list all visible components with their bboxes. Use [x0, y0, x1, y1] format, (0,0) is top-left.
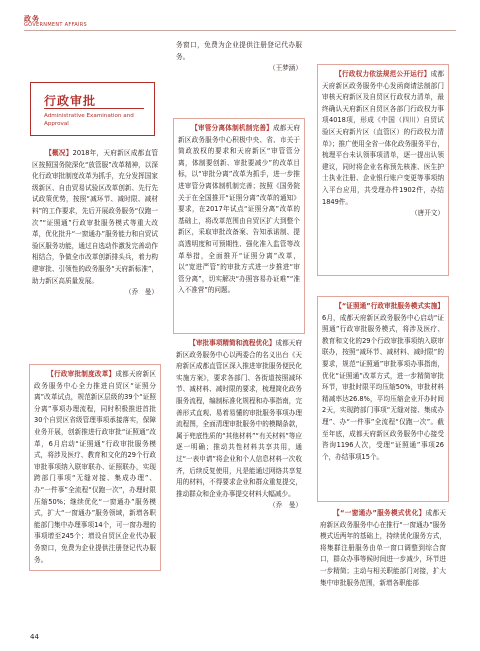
article-tag: 【行政审批制度改革】 [47, 370, 116, 378]
article-tag: 【审批事项精简和流程优化】 [189, 339, 276, 347]
article-author: （乔 曼） [125, 288, 158, 297]
header-divider [24, 30, 456, 31]
article-overview [32, 148, 158, 299]
page-number: 44 [30, 633, 39, 641]
article-body: 成都天府新区政务服务中心积极中央、省、市关于简政放权的要求和天府新区“审管管分离，体制要创新、审批要减少”的改革目标，以“审批分离”改革为抓手，进一步推进审管分离体制机制完善；按照《国务院关于在全国推开“证照分离”改革的通知》要求，在2017年试点“证照分离”改革的基础上，将改革范围由自贸区扩大到整个新区，采取审批改备案、告知承诺制、提高透明度和可预期性、强化准入监管等改革举措，全面推开“证照分离”改革，以“宽进严管”的审批方式进一步推进“审管分离”，切实解决“办照容易办证难”“准入不准营”的问题。 [178, 124, 301, 295]
article-author: （王梦涵） [269, 64, 302, 73]
article-zhengzhaotong [317, 296, 449, 502]
article-body: 成都天府新区政务服务中心全力推进自贸区“证照分离”改革试点，规范新区层级的39个“证照分离”事项办理流程，同时积极推进首批30个自贸区省级管理事项承接落实，保障业务开展，创新推进行政审批“证照通”改革，6月启动“证照通”行政审批服务模式，将涉及医疗、教育和文化的29个行政审批事项纳入联审联办、证照联办，实现跨部门事项“无缝对接、集成办理”、办“一件事”全流程“仅跑一次”，办理时限压缩50%；继续优化“一窗通办”服务模式，扩大“一窗通办”服务领域，新增各职能部门集中办理事项14个，可一窗办理的事项增至245个；增设自贸区企业代办服务窗口，免费为企业提供注册登记代办服务。 [34, 370, 157, 564]
article-ban [173, 118, 305, 334]
section-english-title: Administrative Examination and Approval [44, 113, 134, 127]
running-header-subtitle: GOVERNMENT AFFAIRS [24, 22, 88, 28]
article-tag: 【“一窗通办”服务模式优化】 [333, 509, 426, 517]
article-body: 成都天府新区政务服务中心在推行“一窗通办”服务模式近两年的基础上，持续优化服务方式，将集群注册服务由单一窗口调整到综合窗口，群众办事等候时间进一步减少，环节进一步精简；主动与相关职能部门对接，扩大集中审批服务范围，新增各职能部 [320, 509, 446, 587]
article-tag: 【审管分离体制机制完善】 [191, 124, 273, 132]
article-body: 2018年，天府新区成都直管区按照国务院深化“放管服”改革精神，以深化行政审批制度改革为抓手，充分发挥国家级新区、自由贸易试验区改革创新、先行先试政策优势，按照“减环节、减时限、减材料”的工作要求，先后开展政务服务“仅跑一次”“证照通”行政审批服务模式等重大改革，优化批升“一窗通办”服务能力和自贸试验区服务功能，通过自选动作激发完善动作相结合，争做全市改革创新排头兵，着力构建审批、引领性的政务服务“天府新标准”，助力新区高质量发展。 [32, 149, 158, 285]
article-author: （唐开文） [411, 209, 444, 218]
article-body: 成都天府新区政务服务中心以两委合的名义出台《天府新区成都直管区深入推进审批服务便民化实施方案》，要求各部门、各街道按照减环节、减材料、减时限的要求，梳理简化政务服务流程，编制标准化规程和办事指南，完善形式直观、易着易懂的审批服务事项办理流程图，全面清理审批服务中的模糊条款，属于兜底性质的“其他材料”“有关材料”等应逐一明确；推动共性材料共享共用，通过“一表申请”将企业和个人信息材料一次收齐，后续反复使用，凡是能通过网络共享复用的材料，不得要求企业和群众重复提交，推动群众和企业办事提交材料大幅减少。 [176, 339, 302, 498]
article-tag: 【行政权力依法规范公开运行】 [335, 70, 431, 78]
article-process [176, 338, 302, 628]
article-reform [29, 364, 161, 571]
article-author: （乔 曼） [269, 501, 302, 510]
article-body: 6月，成都天府新区政务服务中心启动“证照通”行政审批服务模式，将涉及医疗、教育和文化的29个行政审批事项纳入联审联办，按照“减环节、减材料、减时限”的要求，规范“证照通”审批事项办事指南，优化“证照通”改革方式，进一步精简审批环节，审批时限平均压缩50%，审批材料精减率达26.8%，平均压缩企业开办时间2天，实现跨部门事项“无缝对接、集成办理”、办“一件事”全流程“仅跑一次”。截至年底，成都天府新区政务服务中心接受咨询1196人次，受理“证照通”事项26个，办结事项15个。 [322, 313, 444, 461]
article-body: 成都天府新区政务服务中心发函商请法制部门审核天府新区及自贸区行政权力清单，最终确认天府新区自贸区各部门行政权力事项4018项，形成《中国（四川）自贸试验区天府新片区（直管区）的行政权力清单》；推广使用全省一体化政务服务平台，梳理平台未认领事项清单，逐一提出认领建议，同时将企业名称预先核准、医生护士执业注册、企业银行账户变更等事项纳入平台应用，共受理办件1902件，办结1849件。 [322, 70, 445, 206]
article-yichuang [320, 508, 446, 628]
article-tag: 【“证照通”行政审批服务模式实施】 [335, 302, 444, 310]
section-title-rule [44, 108, 144, 109]
section-title: 行政审批 [44, 94, 97, 108]
article-body-continued: 务窗口，免费为企业提供注册登记代办服务。 [176, 41, 302, 61]
article-power [317, 64, 449, 276]
article-tag: 【概况】 [45, 149, 73, 157]
article-reform-continued [176, 40, 302, 112]
running-header-title: 政务 [24, 15, 40, 23]
